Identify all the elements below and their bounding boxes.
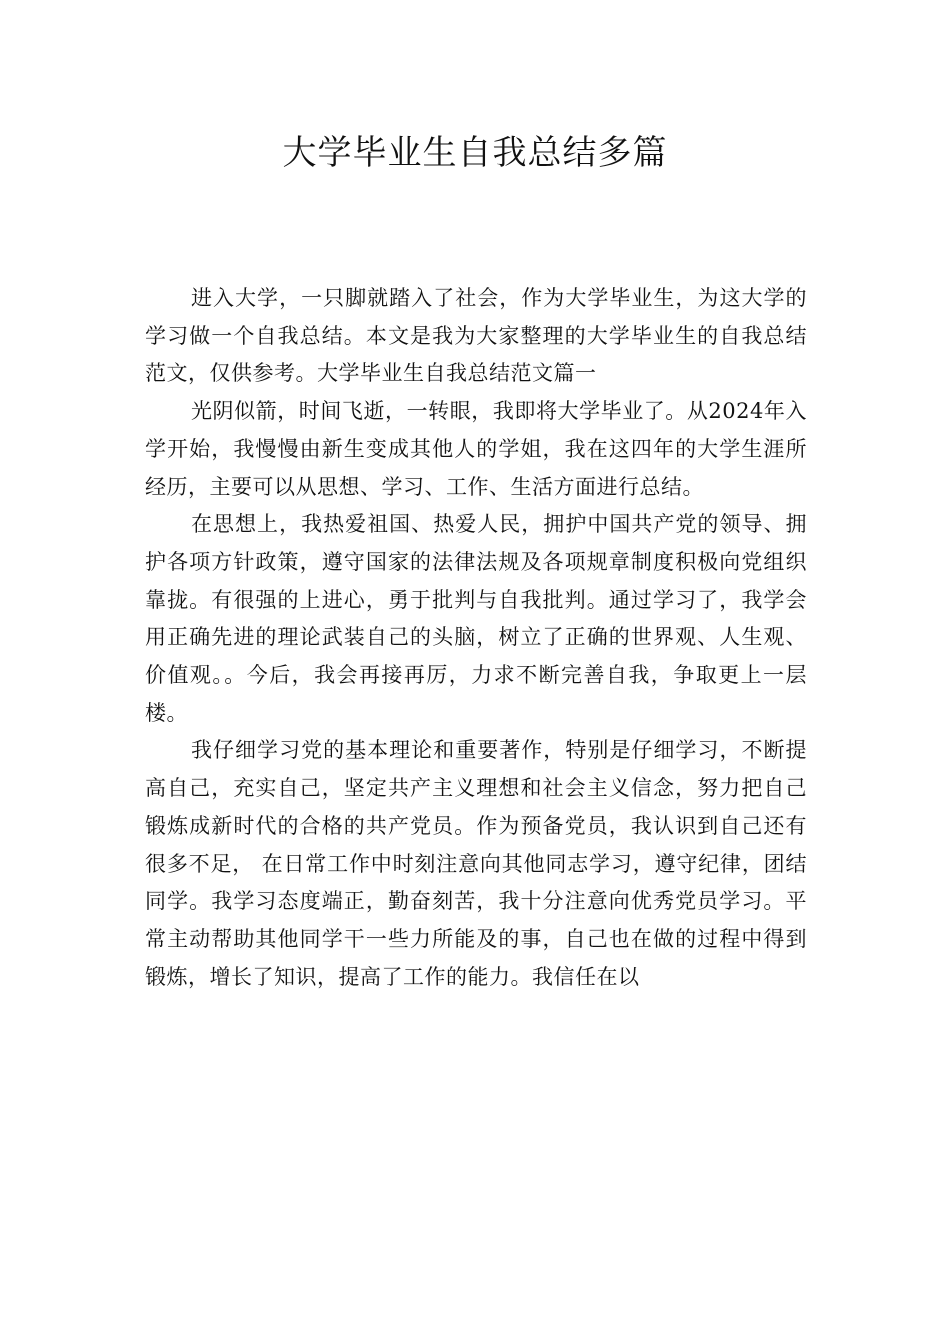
document-title: 大学毕业生自我总结多篇 [282, 133, 668, 173]
document-body [145, 280, 807, 996]
paragraph-intro: 进入大学，一只脚就踏入了社会，作为大学毕业生，为这大学的学习做一个自我总结。本文是我为大家整理的大学毕业生的自我总结范文，仅供参考。大学毕业生自我总结范文篇一 [145, 286, 807, 386]
paragraph-overview: 光阴似箭，时间飞逝，一转眼，我即将大学毕业了。从2024年入学开始，我慢慢由新生变成其他人的学姐，我在这四年的大学生涯所经历，主要可以从思想、学习、工作、生活方面进行总结。 [145, 399, 807, 499]
paragraph-thought: 在思想上，我热爱祖国、热爱人民，拥护中国共产党的领导、拥护各项方针政策，遵守国家的法律法规及各项规章制度积极向党组织靠拢。有很强的上进心，勇于批判与自我批判。通过学习了，我学会用正确先进的理论武装自己的头脑，树立了正确的世界观、人生观、价值观。。今后，我会再接再厉，力求不断完善自我，争取更上一层楼。 [145, 512, 807, 725]
paragraph-study: 我仔细学习党的基本理论和重要著作，特别是仔细学习，不断提高自己，充实自己，坚定共产主义理想和社会主义信念，努力把自己锻炼成新时代的合格的共产党员。作为预备党员，我认识到自己还有很多不足， 在日常工作中时刻注意向其他同志学习，遵守纪律，团结同学。我学习态度端正，勤奋刻苦，我十分注意向优秀党员学习。平常主动帮助其他同学干一些力所能及的事，自己也在做的过程中得到锻炼，增长了知识，提高了工作的能力。我信任在以 [145, 738, 807, 989]
